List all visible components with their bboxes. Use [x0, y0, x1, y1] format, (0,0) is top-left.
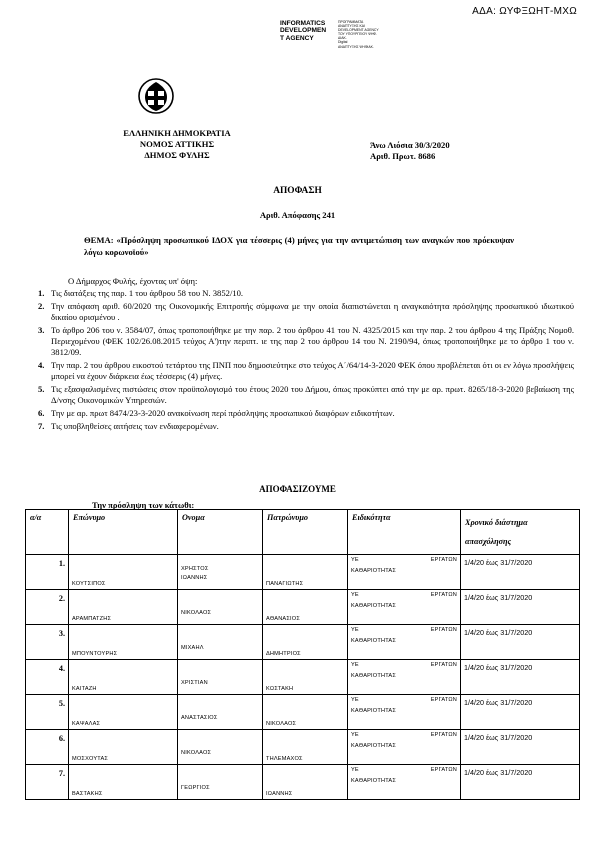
header-surname: Επώνυμο [69, 510, 178, 555]
item-number: 7. [38, 421, 45, 431]
logo-small-line: ΤΟΥ ΥΠΟΥΡΓΕΙΟΥ ΨΗΦ. [338, 32, 378, 37]
cell-name [178, 660, 263, 695]
name-text: ΓΕΩΡΓΙΟΣ [181, 785, 210, 791]
header-father: Πατρώνυμο [263, 510, 348, 555]
spec-field: ΚΑΘΑΡΙΟΤΗΤΑΣ [351, 603, 397, 609]
cell-specialty [348, 765, 461, 800]
decision-number: Αριθ. Απόφασης 241 [259, 210, 336, 220]
subject-text: «Πρόσληψη προσωπικού ΙΔΟΧ για τέσσερις (4) μήνες για την αντιμετώπιση των αναγκών που πρόεκυψαν λόγω κορωνοϊού» [84, 235, 514, 257]
cell-specialty [348, 625, 461, 660]
cell-father [263, 590, 348, 625]
table-row [26, 695, 580, 730]
cell-duration: 1/4/20 έως 31/7/2020 [461, 555, 580, 590]
ada-code: ΑΔΑ: ΩΥΦΞΩΗΤ-ΜΧΩ [472, 6, 577, 17]
header-no: α/α [26, 510, 69, 555]
cell-no [26, 660, 69, 695]
logo-small-line: DEVELOPMENT AGENCY [338, 28, 379, 33]
spec-field: ΚΑΘΑΡΙΟΤΗΤΑΣ [351, 638, 397, 644]
surname-text: ΚΑΨΑΛΑΣ [72, 721, 101, 727]
protocol-number: Αριθ. Πρωτ. 8686 [370, 151, 436, 161]
item-number: 2. [38, 301, 45, 311]
father-text: ΙΩΑΝΝΗΣ [266, 791, 293, 797]
subject [84, 234, 514, 258]
cell-no [26, 695, 69, 730]
spec-grade: ΥΕ [351, 662, 359, 668]
cell-surname [69, 730, 178, 765]
name-line-1: ΧΡΗΣΤΟΣ [181, 566, 209, 572]
surname-text: ΚΟΥΤΣΙΠΟΣ [72, 581, 106, 587]
cell-duration: 1/4/20 έως 31/7/2020 [461, 765, 580, 800]
table-row [26, 730, 580, 765]
father-text: ΔΗΜΗΤΡΙΟΣ [266, 651, 301, 657]
cell-surname [69, 590, 178, 625]
father-text: ΑΘΑΝΑΣΙΟΣ [266, 616, 300, 622]
name-line-2: ΙΩΑΝΝΗΣ [181, 575, 208, 581]
name-text: ΜΙΧΑΗΛ [181, 645, 204, 651]
list-item [38, 360, 574, 382]
cell-no [26, 625, 69, 660]
spec-grade: ΥΕ [351, 767, 359, 773]
logo-line: INFORMATICS [280, 20, 326, 27]
cell-surname [69, 625, 178, 660]
row-number: 6. [58, 734, 65, 743]
table-row [26, 590, 580, 625]
item-text: Την με αρ. πρωτ 8474/23-3-2020 ανακοίνωση περί πρόσληψης προσωπικού διαφόρων ειδικοτήτων. [51, 408, 395, 418]
surname-text: ΜΠΟΥΝΤΟΥΡΗΣ [72, 651, 118, 657]
decision-heading: ΑΠΟΦΑΣΙΖΟΥΜΕ [259, 484, 336, 494]
table-row [26, 660, 580, 695]
document-reference [370, 140, 450, 162]
list-item [38, 288, 574, 299]
logo-small-line: Digital [338, 40, 348, 45]
row-number: 4. [58, 664, 65, 673]
father-text: ΝΙΚΟΛΑΟΣ [266, 721, 297, 727]
header-duration: Χρονικό διάστημα απασχόλησης [461, 510, 580, 555]
list-item [38, 408, 574, 419]
cell-name [178, 590, 263, 625]
logo-small-line: ΠΡΟΓΡΑΜΜΑΤΑ [338, 20, 364, 24]
item-text: Την απόφαση αριθ. 60/2020 της Οικονομικής Επιτροπής σύμφωνα με την οποία διαπιστώνεται η αναγκαιότητα πρόσληψης προσωπικού ιδιωτικού δικαίου ορισμένου . [51, 301, 574, 322]
list-item [38, 301, 574, 323]
table-row [26, 555, 580, 590]
spec-category: ΕΡΓΑΤΩΝ [430, 557, 457, 563]
name-text: ΝΙΚΟΛΑΟΣ [181, 610, 212, 616]
cell-specialty [348, 730, 461, 765]
spec-category: ΕΡΓΑΤΩΝ [430, 732, 457, 738]
spec-grade: ΥΕ [351, 732, 359, 738]
cell-father [263, 730, 348, 765]
name-text: ΧΡΙΣΤΙΑΝ [181, 680, 208, 686]
spec-grade: ΥΕ [351, 592, 359, 598]
cell-specialty [348, 660, 461, 695]
name-text: ΑΝΑΣΤΑΣΙΟΣ [181, 715, 218, 721]
item-text: Την παρ. 2 του άρθρου εικοστού τετάρτου της ΠΝΠ που δημοσιεύτηκε στο τεύχος Α΄/64/14-3-2020 ΦΕΚ όπου προβλέπεται ότι οι εν λόγω προσλήψεις μπορεί να έχουν διάρκεια έως τέσσερις (4) μήνες. [51, 360, 574, 381]
surname-text: ΒΑΣΤΑΚΗΣ [72, 791, 103, 797]
item-text: Τις διατάξεις της παρ. 1 του άρθρου 58 του Ν. 3852/10. [51, 288, 244, 298]
cell-duration: 1/4/20 έως 31/7/2020 [461, 660, 580, 695]
item-number: 4. [38, 360, 45, 370]
name-text: ΝΙΚΟΛΑΟΣ [181, 750, 212, 756]
item-text: Τις υποβληθείσες αιτήσεις των ενδιαφερομένων. [51, 421, 219, 431]
cell-father [263, 625, 348, 660]
cell-father [263, 765, 348, 800]
cell-no [26, 555, 69, 590]
logo-line: DEVELOPMEN [280, 27, 327, 35]
cell-no [26, 590, 69, 625]
list-item [38, 384, 574, 406]
row-number: 1. [58, 559, 65, 568]
spec-grade: ΥΕ [351, 697, 359, 703]
considerations-list [38, 288, 574, 434]
spec-category: ΕΡΓΑΤΩΝ [430, 592, 457, 598]
logo-text [280, 20, 326, 42]
cell-name [178, 765, 263, 800]
logo-small-line: ΔΙΑΚ. [338, 36, 347, 41]
cell-specialty [348, 555, 461, 590]
subject-label: ΘΕΜΑ: [84, 235, 114, 245]
cell-father [263, 660, 348, 695]
staff-table [25, 509, 580, 800]
cell-duration: 1/4/20 έως 31/7/2020 [461, 730, 580, 765]
table-row [26, 625, 580, 660]
spec-field: ΚΑΘΑΡΙΟΤΗΤΑΣ [351, 743, 397, 749]
spec-category: ΕΡΓΑΤΩΝ [430, 697, 457, 703]
table-header-row [26, 510, 580, 555]
row-number: 5. [58, 699, 65, 708]
father-text: ΤΗΛΕΜΑΧΟΣ [266, 756, 303, 762]
item-number: 5. [38, 384, 45, 394]
cell-father [263, 695, 348, 730]
spec-category: ΕΡΓΑΤΩΝ [430, 662, 457, 668]
item-text: Το άρθρο 206 του ν. 3584/07, όπως τροποποιήθηκε με την παρ. 2 του άρθρου 41 του Ν. 4325/2015 και την παρ. 2 του άρθρου 4 της Πράξης Νομοθ. Περιεχομένου (ΦΕΚ 102/26.08.2015 τεύχος Α')την περιπτ. ιε της παρ 2 του άρθρου 14 του Ν. 2190/94, όπως τροποποιήθηκε με το άρθρο 1 του ν. 3812/09. [51, 325, 574, 357]
surname-text: ΜΟΣΧΟΥΤΑΣ [72, 756, 109, 762]
spec-field: ΚΑΘΑΡΙΟΤΗΤΑΣ [351, 568, 397, 574]
surname-text: ΚΑΙΤΑΖΗ [72, 686, 97, 692]
cell-no [26, 765, 69, 800]
cell-no [26, 730, 69, 765]
municipality-name: ΔΗΜΟΣ ΦΥΛΗΣ [144, 150, 210, 160]
item-number: 1. [38, 288, 45, 298]
intro-text: Ο Δήμαρχος Φυλής, έχοντας υπ' όψη: [68, 276, 198, 286]
cell-name [178, 730, 263, 765]
item-text: Τις εξασφαλισμένες πιστώσεις στον προϋπολογισμό του έτους 2020 του Δήμου, όπως προκύπτει από την με αρ. πρωτ. 8265/18-3-2020 βεβαίωση της Δ/νσης Οικονομικών Υπηρεσιών. [51, 384, 574, 405]
cell-specialty [348, 590, 461, 625]
prefecture-name: ΝΟΜΟΣ ΑΤΤΙΚΗΣ [139, 139, 215, 149]
father-text: ΠΑΝΑΓΙΩΤΗΣ [266, 581, 304, 587]
cell-surname [69, 695, 178, 730]
cell-name [178, 555, 263, 590]
cell-name [178, 625, 263, 660]
cell-surname [69, 765, 178, 800]
cell-surname [69, 660, 178, 695]
cell-father [263, 555, 348, 590]
father-text: ΚΩΣΤΑΚΗ [266, 686, 294, 692]
spec-category: ΕΡΓΑΤΩΝ [430, 767, 457, 773]
spec-category: ΕΡΓΑΤΩΝ [430, 627, 457, 633]
document-title: ΑΠΟΦΑΣΗ [273, 186, 322, 196]
spec-field: ΚΑΘΑΡΙΟΤΗΤΑΣ [351, 673, 397, 679]
cell-duration: 1/4/20 έως 31/7/2020 [461, 590, 580, 625]
row-number: 7. [58, 769, 65, 778]
issuer-header [98, 128, 256, 161]
agency-logo [280, 20, 400, 50]
header-specialty: Ειδικότητα [348, 510, 461, 555]
spec-field: ΚΑΘΑΡΙΟΤΗΤΑΣ [351, 778, 397, 784]
logo-line: T AGENCY [280, 34, 314, 42]
list-item [38, 421, 574, 432]
surname-text: ΑΡΑΜΠΑΤΖΗΣ [72, 616, 112, 622]
country-name: ΕΛΛΗΝΙΚΗ ΔΗΜΟΚΡΑΤΙΑ [123, 128, 231, 138]
table-row [26, 765, 580, 800]
hire-intro: Την πρόσληψη των κάτωθι: [92, 500, 195, 510]
item-number: 6. [38, 408, 45, 418]
cell-name [178, 695, 263, 730]
spec-grade: ΥΕ [351, 627, 359, 633]
spec-grade: ΥΕ [351, 557, 359, 563]
row-number: 3. [58, 629, 65, 638]
logo-small-text [338, 20, 379, 49]
cell-specialty [348, 695, 461, 730]
logo-small-line: ΑΝΑΠΤΥΞΗΣ ΚΑΙ [338, 24, 365, 29]
greek-emblem-icon [136, 76, 176, 116]
cell-duration: 1/4/20 έως 31/7/2020 [461, 625, 580, 660]
logo-small-line: ΑΝΑΠΤΥΞΗΣ ΨΗΦΙΑΚ. [338, 44, 374, 49]
cell-surname [69, 555, 178, 590]
item-number: 3. [38, 325, 45, 335]
header-name: Ονομα [178, 510, 263, 555]
list-item [38, 325, 574, 358]
row-number: 2. [58, 594, 65, 603]
place-date: Άνω Λιόσια 30/3/2020 [370, 140, 450, 150]
cell-duration: 1/4/20 έως 31/7/2020 [461, 695, 580, 730]
spec-field: ΚΑΘΑΡΙΟΤΗΤΑΣ [351, 708, 397, 714]
